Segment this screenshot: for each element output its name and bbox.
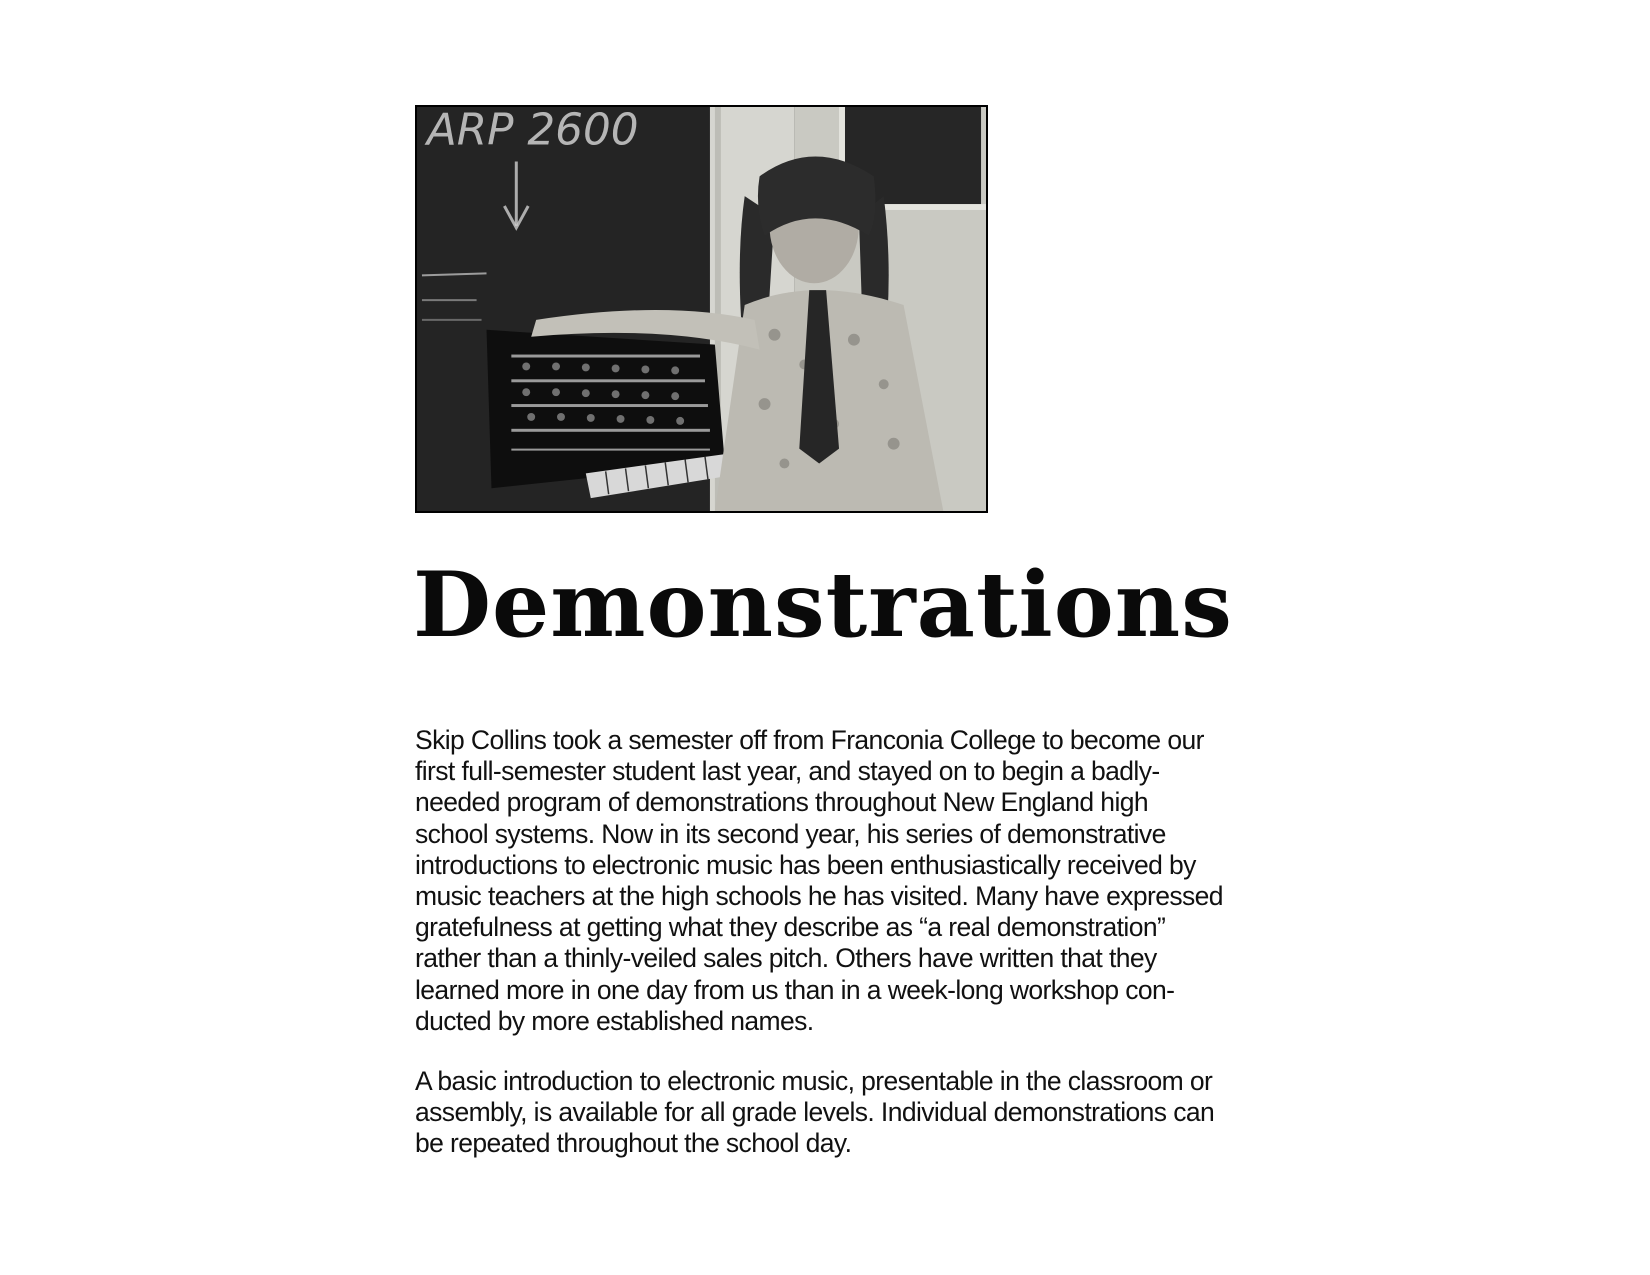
body-paragraph-1 (415, 725, 1275, 1037)
text-line: ducted by more established names. (415, 1005, 814, 1036)
text-line: A basic introduction to electronic music, presentable in the classroom or (415, 1066, 1213, 1096)
text-line: school systems. Now in its second year, his series of demonstrative (415, 818, 1166, 849)
text-line: assembly, is available for all grade levels. Individual demonstrations can (415, 1097, 1215, 1128)
text-line: music teachers at the high schools he has visited. Many have expressed (415, 881, 1223, 912)
body-paragraph-2 (415, 1066, 1275, 1160)
text-line: needed program of demonstrations throughout New England high (415, 787, 1149, 818)
text-line: Skip Collins took a semester off from Franconia College to become our (415, 725, 1204, 755)
demonstration-photo (415, 105, 988, 513)
text-line: learned more in one day from us than in a week-long workshop con- (415, 974, 1175, 1005)
text-line: gratefulness at getting what they describe as “a real demonstration” (415, 912, 1166, 943)
text-line: be repeated throughout the school day. (415, 1128, 852, 1159)
text-line: introductions to electronic music has been enthusiastically received by (415, 849, 1196, 880)
chalkboard-text: ARP 2600 (426, 107, 639, 156)
photo-illustration (417, 107, 986, 511)
text-line: rather than a thinly-veiled sales pitch. Others have written that they (415, 943, 1157, 974)
page-title: Demonstrations (413, 552, 1233, 658)
text-line: first full-semester student last year, and stayed on to begin a badly- (415, 756, 1160, 787)
